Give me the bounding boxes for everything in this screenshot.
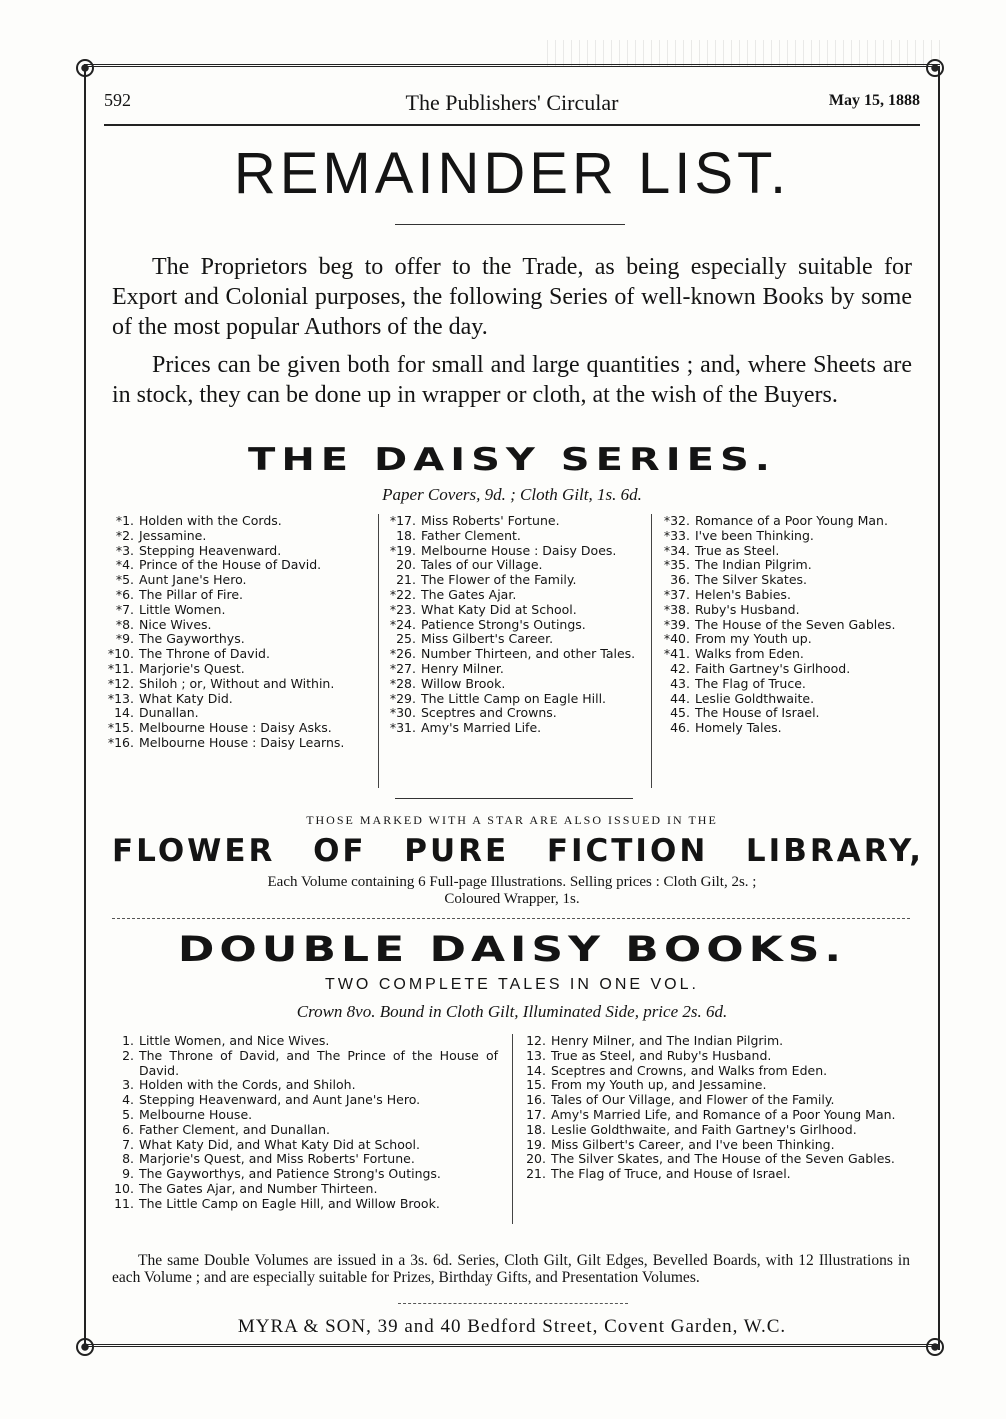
item-title: Marjorie's Quest, and Miss Roberts' Fortune. xyxy=(139,1151,415,1167)
item-number: *27. xyxy=(389,660,416,676)
item-title: Sceptres and Crowns, and Walks from Eden. xyxy=(551,1062,828,1078)
list-item xyxy=(386,632,636,647)
item-title: Jessamine. xyxy=(139,527,207,543)
item-title: Melbourne House : Daisy Does. xyxy=(421,542,617,558)
list-item xyxy=(104,1182,498,1197)
item-number: 10. xyxy=(114,1180,134,1196)
daisy-list-column-2 xyxy=(386,514,636,736)
item-title: Prince of the House of David. xyxy=(139,557,322,573)
item-title: Patience Strong's Outings. xyxy=(421,616,586,632)
item-title: The Gates Ajar. xyxy=(421,586,517,602)
list-item xyxy=(104,1049,498,1079)
item-number: 13. xyxy=(526,1047,546,1063)
list-item xyxy=(516,1093,910,1108)
item-title: Aunt Jane's Hero. xyxy=(139,572,247,588)
list-item xyxy=(104,618,358,633)
item-number: *39. xyxy=(663,616,690,632)
publisher-address: MYRA & SON, 39 and 40 Bedford Street, Covent Garden, W.C. xyxy=(237,1316,787,1337)
list-item xyxy=(104,573,358,588)
list-item xyxy=(104,1138,498,1153)
item-title: The Gates Ajar, and Number Thirteen. xyxy=(139,1180,378,1196)
list-item xyxy=(104,677,358,692)
page-title: REMAINDER LIST. xyxy=(233,141,791,206)
corner-ornament-icon xyxy=(926,1338,944,1356)
item-title: Father Clement. xyxy=(421,527,521,543)
item-number: *3. xyxy=(115,542,134,558)
item-number: *35. xyxy=(663,557,690,573)
item-number: *28. xyxy=(389,675,416,691)
section-rule xyxy=(395,798,633,799)
list-item xyxy=(660,514,910,529)
item-number: 44. xyxy=(670,690,690,706)
item-title: Shiloh ; or, Without and Within. xyxy=(139,675,335,691)
double-daisy-prices: Crown 8vo. Bound in Cloth Gilt, Illuminated Side, price 2s. 6d. xyxy=(296,1002,728,1021)
item-number: *1. xyxy=(115,513,134,528)
item-title: Amy's Married Life, and Romance of a Poor Young Man. xyxy=(551,1106,896,1122)
item-number: 14. xyxy=(114,705,134,721)
item-number: *23. xyxy=(389,601,416,617)
double-daisy-column-1 xyxy=(104,1034,498,1212)
item-number: *2. xyxy=(115,527,134,543)
item-number: 42. xyxy=(670,660,690,676)
item-number: 43. xyxy=(670,675,690,691)
list-item xyxy=(104,514,358,529)
item-number: *13. xyxy=(107,690,134,706)
item-title: Miss Gilbert's Career, and I've been Thinking. xyxy=(551,1136,835,1152)
item-title: Homely Tales. xyxy=(695,720,782,736)
list-item xyxy=(104,721,358,736)
flower-word: FLOWER xyxy=(112,833,276,869)
flower-word: FICTION xyxy=(546,833,709,869)
footer-paragraph xyxy=(112,1252,910,1286)
list-item xyxy=(660,677,910,692)
list-item xyxy=(386,692,636,707)
item-number: 2. xyxy=(122,1047,134,1063)
list-item xyxy=(516,1167,910,1182)
list-item xyxy=(104,1078,498,1093)
item-number: 20. xyxy=(396,557,416,573)
item-title: Henry Milner. xyxy=(421,660,504,676)
list-item xyxy=(660,529,910,544)
list-item xyxy=(660,544,910,559)
list-item xyxy=(386,514,636,529)
item-number: *7. xyxy=(115,601,134,617)
item-number: 9. xyxy=(122,1166,134,1182)
item-title: Leslie Goldthwaite. xyxy=(695,690,815,706)
list-item xyxy=(104,1034,498,1049)
item-number: 6. xyxy=(122,1121,134,1137)
list-item xyxy=(386,677,636,692)
item-number: *17. xyxy=(389,513,416,528)
list-item xyxy=(104,647,358,662)
list-item xyxy=(516,1152,910,1167)
item-number: 7. xyxy=(122,1136,134,1152)
list-item xyxy=(104,1108,498,1123)
daisy-list-column-1 xyxy=(104,514,358,751)
item-title: The Gayworthys, and Patience Strong's Outings. xyxy=(139,1166,441,1182)
item-title: Ruby's Husband. xyxy=(695,601,800,617)
flower-word: PURE xyxy=(404,833,510,869)
flower-library-line-1: Each Volume containing 6 Full-page Illustrations. Selling prices : Cloth Gilt, 2s. ; xyxy=(267,874,757,890)
item-title: Miss Gilbert's Career. xyxy=(421,631,554,647)
corner-ornament-icon xyxy=(76,59,94,77)
daisy-series-prices: Paper Covers, 9d. ; Cloth Gilt, 1s. 6d. xyxy=(382,485,642,504)
item-number: *26. xyxy=(389,646,416,662)
item-title: The Silver Skates. xyxy=(695,572,807,588)
item-number: *11. xyxy=(107,660,134,676)
list-item xyxy=(660,603,910,618)
item-title: The Little Camp on Eagle Hill. xyxy=(421,690,607,706)
flower-library-details xyxy=(104,874,920,908)
item-title: What Katy Did. xyxy=(139,690,233,706)
list-item xyxy=(104,706,358,721)
item-number: *9. xyxy=(115,631,134,647)
item-title: Little Women. xyxy=(139,601,226,617)
list-item xyxy=(104,1152,498,1167)
list-item xyxy=(104,736,358,751)
page-number: 592 xyxy=(104,90,131,110)
item-title: True as Steel. xyxy=(695,542,780,558)
item-number: *6. xyxy=(115,586,134,602)
column-divider xyxy=(378,514,379,788)
title-rule xyxy=(395,224,625,225)
intro-text xyxy=(112,252,912,410)
list-item xyxy=(660,662,910,677)
list-item xyxy=(104,692,358,707)
list-item xyxy=(104,1093,498,1108)
list-item xyxy=(660,632,910,647)
item-number: 25. xyxy=(396,631,416,647)
footer-text: The same Double Volumes are issued in a 3s. 6d. Series, Cloth Gilt, Gilt Edges, Bevelled Boards, with 12 Illustrations in each Volume ; and are especially suitable for Prizes, Birthday Gifts, and Presentation Volumes. xyxy=(112,1252,910,1286)
item-number: *15. xyxy=(107,720,134,736)
print-specks xyxy=(540,40,940,66)
item-number: 14. xyxy=(526,1062,546,1078)
item-number: 36. xyxy=(670,572,690,588)
daisy-list-column-3 xyxy=(660,514,910,736)
list-item xyxy=(104,1123,498,1138)
item-title: Little Women, and Nice Wives. xyxy=(139,1033,330,1048)
item-title: Nice Wives. xyxy=(139,616,212,632)
item-title: Henry Milner, and The Indian Pilgrim. xyxy=(551,1033,784,1048)
list-item xyxy=(386,662,636,677)
item-number: *5. xyxy=(115,572,134,588)
item-title: Holden with the Cords. xyxy=(139,513,282,528)
footer-rule xyxy=(398,1303,628,1304)
list-item xyxy=(516,1123,910,1138)
item-title: Melbourne House. xyxy=(139,1106,253,1122)
list-item xyxy=(660,618,910,633)
item-number: 18. xyxy=(396,527,416,543)
issue-date: May 15, 1888 xyxy=(828,92,920,109)
item-number: 8. xyxy=(122,1151,134,1167)
flower-library-line-2: Coloured Wrapper, 1s. xyxy=(444,891,580,907)
list-item xyxy=(386,706,636,721)
item-title: Sceptres and Crowns. xyxy=(421,705,557,721)
page-header xyxy=(104,90,920,118)
item-title: Father Clement, and Dunallan. xyxy=(139,1121,330,1137)
item-title: Amy's Married Life. xyxy=(421,720,542,736)
item-title: The Flower of the Family. xyxy=(421,572,577,588)
list-item xyxy=(386,647,636,662)
item-title: The Gayworthys. xyxy=(139,631,245,647)
flower-library-heading xyxy=(112,833,924,869)
double-daisy-column-2 xyxy=(516,1034,910,1182)
intro-paragraph-2: Prices can be given both for small and large quantities ; and, where Sheets are in stock, they can be done up in wrapper or cloth, at the wish of the Buyers. xyxy=(112,352,912,408)
list-item xyxy=(386,603,636,618)
list-item xyxy=(660,573,910,588)
list-item xyxy=(104,1197,498,1212)
item-title: Walks from Eden. xyxy=(695,646,804,662)
column-divider xyxy=(651,514,652,788)
item-title: Helen's Babies. xyxy=(695,586,791,602)
list-item xyxy=(104,588,358,603)
corner-ornament-icon xyxy=(926,59,944,77)
list-item xyxy=(660,588,910,603)
item-number: *24. xyxy=(389,616,416,632)
item-title: Melbourne House : Daisy Asks. xyxy=(139,720,332,736)
item-title: The Pillar of Fire. xyxy=(139,586,243,602)
corner-ornament-icon xyxy=(76,1338,94,1356)
list-item xyxy=(660,692,910,707)
item-title: Faith Gartney's Girlhood. xyxy=(695,660,851,676)
item-number: *31. xyxy=(389,720,416,736)
item-title: The Flag of Truce, and House of Israel. xyxy=(551,1166,791,1182)
item-title: Number Thirteen, and other Tales. xyxy=(421,646,636,662)
list-item xyxy=(386,588,636,603)
list-item xyxy=(104,603,358,618)
item-title: Stepping Heavenward, and Aunt Jane's Hero. xyxy=(139,1092,421,1108)
section-rule xyxy=(112,918,910,919)
item-number: 21. xyxy=(526,1166,546,1182)
item-number: *16. xyxy=(107,734,134,750)
flower-word: OF xyxy=(313,833,367,869)
list-item xyxy=(386,573,636,588)
item-number: 21. xyxy=(396,572,416,588)
star-note: THOSE MARKED WITH A STAR ARE ALSO ISSUED IN THE xyxy=(306,813,718,827)
item-number: *30. xyxy=(389,705,416,721)
item-number: *41. xyxy=(663,646,690,662)
list-item xyxy=(516,1034,910,1049)
double-daisy-heading: DOUBLE DAISY BOOKS. xyxy=(177,930,847,970)
item-number: 17. xyxy=(526,1106,546,1122)
item-number: *33. xyxy=(663,527,690,543)
item-number: *32. xyxy=(663,513,690,528)
item-title: Holden with the Cords, and Shiloh. xyxy=(139,1077,356,1093)
header-rule xyxy=(104,124,920,126)
item-title: Romance of a Poor Young Man. xyxy=(695,513,888,528)
item-title: The House of the Seven Gables. xyxy=(695,616,896,632)
item-title: The Silver Skates, and The House of the Seven Gables. xyxy=(551,1151,895,1167)
item-title: The Indian Pilgrim. xyxy=(695,557,812,573)
daisy-series-heading: THE DAISY SERIES. xyxy=(248,442,776,478)
item-title: I've been Thinking. xyxy=(695,527,814,543)
item-title: Marjorie's Quest. xyxy=(139,660,245,676)
list-item xyxy=(386,544,636,559)
item-number: *19. xyxy=(389,542,416,558)
item-number: *38. xyxy=(663,601,690,617)
list-item xyxy=(104,529,358,544)
list-item xyxy=(516,1064,910,1079)
item-number: *37. xyxy=(663,586,690,602)
item-number: 18. xyxy=(526,1121,546,1137)
item-title: What Katy Did at School. xyxy=(421,601,577,617)
list-item xyxy=(660,647,910,662)
list-item xyxy=(516,1078,910,1093)
item-title: Tales of Our Village, and Flower of the Family. xyxy=(551,1092,835,1108)
item-title: The Throne of David, and The Prince of the House of David. xyxy=(139,1047,498,1078)
item-title: The Flag of Truce. xyxy=(695,675,806,691)
item-number: 19. xyxy=(526,1136,546,1152)
item-number: 15. xyxy=(526,1077,546,1093)
item-title: The Throne of David. xyxy=(139,646,270,662)
list-item xyxy=(386,529,636,544)
intro-paragraph-1: The Proprietors beg to offer to the Trade, as being especially suitable for Export and Colonial purposes, the following Series of well-known Books by some of the most popular Authors of the day. xyxy=(112,254,912,340)
flower-word: LIBRARY, xyxy=(745,833,924,869)
item-title: Stepping Heavenward. xyxy=(139,542,282,558)
list-item xyxy=(104,632,358,647)
item-title: From my Youth up. xyxy=(695,631,812,647)
item-number: 12. xyxy=(526,1033,546,1048)
item-title: Leslie Goldthwaite, and Faith Gartney's Girlhood. xyxy=(551,1121,857,1137)
item-title: Willow Brook. xyxy=(421,675,506,691)
item-title: Tales of our Village. xyxy=(421,557,543,573)
list-item xyxy=(104,1167,498,1182)
item-title: True as Steel, and Ruby's Husband. xyxy=(551,1047,772,1063)
item-title: Dunallan. xyxy=(139,705,199,721)
item-number: 20. xyxy=(526,1151,546,1167)
item-number: 11. xyxy=(114,1195,134,1211)
list-item xyxy=(516,1108,910,1123)
list-item xyxy=(660,558,910,573)
item-number: *4. xyxy=(115,557,134,573)
item-title: The House of Israel. xyxy=(695,705,820,721)
item-number: 3. xyxy=(122,1077,134,1093)
list-item xyxy=(386,558,636,573)
double-daisy-subheading: TWO COMPLETE TALES IN ONE VOL. xyxy=(325,976,699,993)
item-number: *29. xyxy=(389,690,416,706)
item-number: *34. xyxy=(663,542,690,558)
item-number: 16. xyxy=(526,1092,546,1108)
list-item xyxy=(104,558,358,573)
item-number: 1. xyxy=(122,1033,134,1048)
item-title: Melbourne House : Daisy Learns. xyxy=(139,734,345,750)
item-title: What Katy Did, and What Katy Did at School. xyxy=(139,1136,420,1152)
list-item xyxy=(386,721,636,736)
column-divider xyxy=(512,1034,513,1224)
item-number: *12. xyxy=(107,675,134,691)
list-item xyxy=(516,1049,910,1064)
item-title: From my Youth up, and Jessamine. xyxy=(551,1077,767,1093)
item-number: 45. xyxy=(670,705,690,721)
item-title: Miss Roberts' Fortune. xyxy=(421,513,560,528)
journal-title: The Publishers' Circular xyxy=(405,90,619,115)
item-number: *40. xyxy=(663,631,690,647)
list-item xyxy=(104,544,358,559)
list-item xyxy=(386,618,636,633)
list-item xyxy=(660,706,910,721)
list-item xyxy=(660,721,910,736)
item-number: 5. xyxy=(122,1106,134,1122)
item-number: 46. xyxy=(670,720,690,736)
item-number: *8. xyxy=(115,616,134,632)
item-number: 4. xyxy=(122,1092,134,1108)
list-item xyxy=(104,662,358,677)
item-number: *22. xyxy=(389,586,416,602)
item-number: *10. xyxy=(107,646,134,662)
list-item xyxy=(516,1138,910,1153)
item-title: The Little Camp on Eagle Hill, and Willow Brook. xyxy=(139,1195,440,1211)
